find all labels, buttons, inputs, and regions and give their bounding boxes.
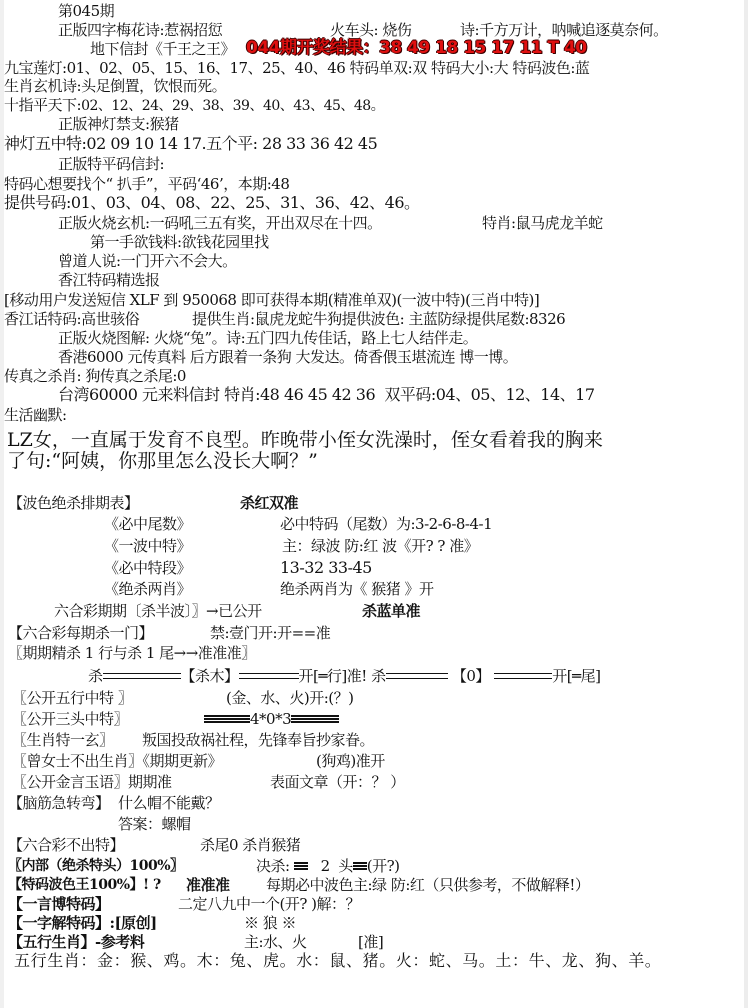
fax-kill-zodiac-label: 传真之杀肖: (4, 367, 82, 385)
xiangjiang-talk-value: 高世骇俗 (81, 310, 140, 328)
riddle-answer: 答案：螺帽 (118, 815, 191, 833)
wave-row-value-2: 13-32 33-45 (280, 558, 372, 577)
riddle-question: 什么帽不能戴？ (118, 794, 220, 812)
wave-row-label-1: 《一波中特》 (104, 537, 192, 555)
five-elements-value: (金、水、火)开:(？) (226, 689, 354, 707)
provided-tail-label: 提供尾数: (466, 310, 529, 328)
double-bar-3 (386, 673, 448, 679)
internal-kill-value: 2 (320, 857, 330, 875)
provided-tail-value: 8326 (529, 310, 566, 328)
lamp-five (4, 135, 377, 153)
plum-poem-line (58, 21, 222, 39)
zeng-daoren-value: 一门开六不会大。 (120, 252, 237, 270)
taiwan-zodiac-label: 特肖: (224, 385, 260, 404)
one-char-label: 【一字解特码】:[原创] (8, 914, 157, 932)
kill-line (88, 667, 600, 685)
provided-wave-label: 提供波色: (341, 310, 405, 328)
lamp-forbidden-label: 正版神灯禁支: (58, 115, 150, 133)
special-flat-letter: 正版特平码信封: (58, 155, 165, 173)
special-zodiac-value: 鼠马虎龙羊蛇 (515, 214, 603, 232)
block-bar-right (291, 715, 339, 724)
double-bar-1 (103, 673, 181, 679)
three-heads-label: 〖公开三头中特〗 (12, 710, 129, 728)
first-hand-value: 欲钱花园里找 (181, 233, 269, 251)
kill-line-kill-2: 杀 (371, 667, 386, 685)
kill-line-open-element: 开[═行]准! (298, 667, 367, 685)
internal-label: 〖内部（绝杀特头）100%〗 (8, 858, 184, 874)
special-zodiac (482, 214, 603, 232)
internal-head-label: 头 (338, 857, 353, 875)
kill-line-wood: 【杀木】 (180, 667, 239, 685)
lamp-five-value: 02 09 10 14 17. (86, 134, 207, 153)
underground-label: 地下信封 (90, 40, 149, 58)
draw-result-banner: 044期开奖结果：38 49 18 15 17 11 T 40 (246, 38, 587, 58)
plum-poem-value: 惹祸招愆 (164, 21, 223, 39)
first-hand (90, 233, 269, 251)
block-bar-kill-right (353, 862, 367, 871)
humor-line-2: 了句:“阿姨，你那里怎么没长大啊？” (7, 450, 318, 472)
lamp-forbidden (58, 115, 179, 133)
block-bar-left (204, 715, 250, 724)
three-heads (204, 710, 339, 728)
internal-kill-label: 决杀: (256, 857, 290, 875)
wave-color-label: 特码波色: (512, 59, 575, 77)
fire-mystery-value: 一码吼三五有奖，开出双尽在十四。 (149, 214, 382, 232)
hk-fax-label: 香港6000 元传真料 (58, 348, 186, 366)
humor-line-1: LZ女，一直属于发育不良型。昨晚带小侄女洗澡时，侄女看着我的胸来 (7, 429, 603, 451)
wave-row-label-0: 《必中尾数》 (104, 515, 192, 533)
wave-row-value-1: 主：绿波 防:红 波《开? ? 准》 (282, 537, 479, 555)
wave-row-label-3: 《绝杀两肖》 (104, 580, 192, 598)
lamp-forbidden-value: 猴猪 (149, 115, 179, 133)
golden-words-label: 〖公开金言玉语〗期期准 (12, 773, 172, 791)
ten-fingers-value: 02、12、24、29、38、39、40、43、45、48。 (81, 98, 385, 114)
internal-kill (256, 857, 400, 875)
size-label: 特码大小: (431, 59, 494, 77)
ten-fingers-label: 十指平天下: (4, 96, 82, 114)
wave-table-title: 【波色绝杀排期表】 (8, 494, 139, 512)
first-hand-label: 第一手欲钱料: (90, 233, 182, 251)
one-word-bet-value: 二定八九中一个(开? )解：？ (178, 895, 361, 913)
wave-table-headline: 杀红双准 (240, 494, 299, 512)
xiangjiang-talk (4, 310, 139, 328)
no-special-value: 杀尾0 杀肖猴猪 (200, 836, 301, 854)
zodiac-poem-label: 生肖玄机诗: (4, 77, 82, 95)
kill-line-open-tail: 开[═尾] (552, 667, 601, 685)
underground-value: 《千王之王》 (148, 40, 236, 58)
fire-diagram-value: 火烧“兔”。诗:五门四九传佳话，路上七人结伴走。 (153, 329, 478, 347)
zodiac-mystery-label: 〖生肖特一玄〗 (12, 731, 114, 749)
hk-fax-value: 后方跟着一条狗 大发达。倚香偎玉堪流连 博一博。 (189, 348, 518, 366)
five-elem-zodiac-tag: [准] (358, 933, 384, 951)
one-char-value: ※ 狼 ※ (244, 914, 297, 932)
fax-kill-zodiac-value: 狗 (85, 367, 100, 385)
wave-row-value-0: 必中特码（尾数）为:3-2-6-8-4-1 (280, 515, 493, 533)
fire-mystery (58, 214, 382, 232)
zeng-daoren-label: 曾道人说: (58, 252, 121, 270)
jiubao-lantern (4, 59, 589, 77)
five-flat-label: 五个平: (206, 134, 258, 153)
plum-poem-label: 正版四字梅花诗: (58, 21, 165, 39)
half-wave-label: 六合彩期期〔杀半波〕〗→已公开 (54, 602, 262, 620)
zodiac-mystery-value: 叛国投敌祸社程，先锋奉旨抄家眷。 (142, 731, 375, 749)
kill-line-zero: 【0】 (451, 667, 490, 685)
double-flat-value: 04、05、12、14、17 (435, 385, 595, 404)
five-elem-zodiac-label: 【五行生肖】-参考料 (8, 933, 145, 951)
five-elem-list: 五行生肖：金：猴、鸡。木：兔、虎。水：鼠、猪。火：蛇、马。土：牛、龙、狗、羊。 (14, 951, 662, 970)
fax-kill-tail-value: 0 (176, 367, 186, 385)
internal-suffix: (开?) (366, 857, 400, 875)
double-bar-4 (494, 673, 552, 679)
taiwan-letter (58, 386, 595, 404)
wave-king-tag: 准准准 (186, 876, 230, 894)
poem-line-value: 千方万计，呐喊追逐莫奈何。 (479, 21, 668, 39)
half-wave-value: 杀蓝单准 (362, 602, 421, 620)
ms-zeng-value: (狗鸡)准开 (316, 752, 385, 770)
wave-king-value: 每期必中波色主:绿 防:红（只供参考，不做解释!） (266, 876, 590, 894)
fire-diagram-label: 正版火烧图解: (58, 329, 150, 347)
poem-line-label: 诗: (460, 21, 480, 39)
taiwan-letter-label: 台湾60000 元来料信封 (58, 385, 220, 404)
odd-even-label: 特码单双: (349, 59, 413, 77)
zodiac-poem (4, 77, 226, 95)
fire-mystery-label: 正版火烧玄机: (58, 214, 150, 232)
page-scrollbar-track[interactable] (744, 0, 748, 1008)
ten-fingers (4, 96, 384, 115)
size-value: 大 (493, 59, 509, 77)
provided-numbers-value: 01、03、04、08、22、25、31、36、42、46。 (70, 193, 420, 212)
block-bar-kill-left (294, 862, 308, 871)
double-flat-label: 双平码: (384, 385, 436, 404)
special-zodiac-label: 特肖: (482, 214, 516, 232)
zodiac-poem-value: 头足倒置，饮恨而死。 (81, 77, 227, 95)
wave-king-label: 【特码波色王100%】! ? (8, 877, 161, 893)
train-head-label: 火车头: (330, 21, 379, 39)
special-code-wish: 特码心想要找个“ 扒手”，平码‘46’，本期:48 (4, 175, 290, 193)
hk-fax (58, 348, 517, 366)
train-head (330, 21, 411, 39)
jiubao-value: 01、02、05、15、16、17、25、40、46 (66, 59, 346, 77)
fax-kill (4, 367, 186, 385)
lamp-five-label: 神灯五中特: (4, 134, 87, 153)
double-bar-2 (239, 673, 299, 679)
provided-zodiac (192, 310, 565, 328)
sms-ad: [移动用户发送短信 XLF 到 950068 即可获得本期(精准单双)(一波中特)(三肖中特)] (4, 291, 540, 309)
xiangjiang-talk-label: 香江话特码: (4, 310, 82, 328)
precise-kill-title: 〖期期精杀 1 行与杀 1 尾→→准准准〗 (8, 644, 256, 662)
three-heads-value: 4*0*3 (250, 710, 292, 728)
provided-wave-value: 主蓝防绿 (408, 310, 467, 328)
underground-letter (90, 40, 235, 58)
wave-row-label-2: 《必中特段》 (104, 559, 192, 577)
five-elements-label: 〖公开五行中特 〗 (12, 689, 133, 707)
poem-line (460, 21, 668, 39)
five-flat-value: 28 33 36 42 45 (262, 134, 378, 153)
humor-label: 生活幽默: (4, 406, 67, 424)
issue-number: 第045期 (58, 2, 115, 20)
zeng-daoren (58, 252, 237, 270)
xiangjiang-title: 香江特码精选报 (58, 271, 160, 289)
ms-zeng-label: 〖曾女士不出生肖〗《期期更新》 (12, 752, 223, 770)
jiubao-label: 九宝莲灯: (4, 59, 67, 77)
fire-diagram (58, 329, 477, 347)
fax-kill-tail-label: 传真之杀尾: (99, 367, 177, 385)
kill-line-kill-1: 杀 (88, 667, 103, 685)
riddle-label: 【脑筋急转弯】 (8, 794, 110, 812)
kill-one-door-value: 禁:壹门开:开==准 (210, 624, 331, 642)
odd-even-value: 双 (412, 59, 427, 77)
provided-zodiac-label: 提供生肖: (192, 310, 255, 328)
wave-row-value-3: 绝杀两肖为《 猴猪 》开 (280, 580, 434, 598)
golden-words-value: 表面文章（开：？ ） (270, 773, 405, 791)
provided-zodiac-value: 鼠虎龙蛇牛狗 (254, 310, 342, 328)
wave-color-value: 蓝 (574, 59, 590, 77)
train-head-value: 烧伤 (382, 21, 412, 39)
no-special-label: 【六合彩不出特】 (8, 836, 125, 854)
taiwan-zodiac-value: 48 46 45 42 36 (260, 385, 376, 404)
kill-one-door-label: 【六合彩每期杀一门】 (8, 624, 154, 642)
provided-numbers-label: 提供号码: (4, 193, 71, 212)
five-elem-zodiac-value: 主:水、火 (244, 933, 307, 951)
provided-numbers (4, 194, 420, 212)
one-word-bet-label: 【一言博特码】 (8, 895, 110, 913)
